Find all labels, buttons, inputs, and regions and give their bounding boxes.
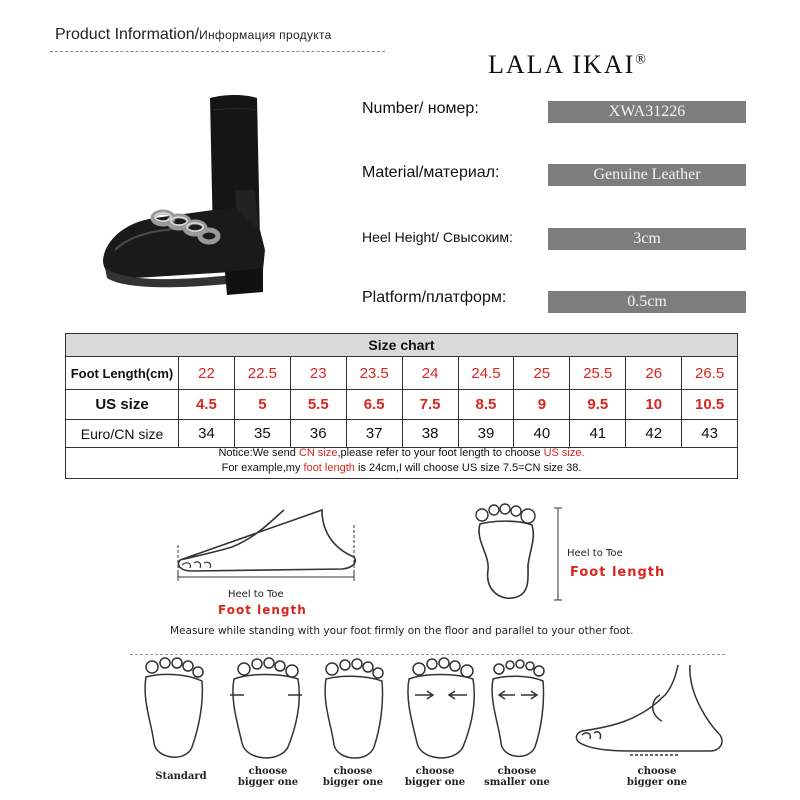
spec-material-label: Material/материал:	[362, 164, 500, 181]
euro-size-label: Euro/CN size	[66, 420, 179, 447]
sole-foot-length-label: Foot length	[570, 565, 666, 580]
spec-heel-label: Heel Height/ Свысоким:	[362, 229, 513, 245]
spec-number-value: XWA31226	[548, 101, 746, 123]
foot-length-cells	[179, 357, 737, 389]
notice-text: For example,my	[221, 462, 304, 474]
notice-highlight: CN size	[298, 447, 338, 459]
notice-text: Notice:We send	[218, 447, 299, 459]
spec-number-label: Number/ номер:	[362, 100, 479, 117]
foot-type-high-instep	[325, 659, 383, 758]
notice-text: ,please refer to your foot length to choose	[337, 447, 544, 459]
foot-caption-line2: smaller one	[484, 777, 550, 788]
foot-caption-line1: choose	[497, 766, 537, 777]
foot-caption-5	[477, 766, 557, 788]
euro-size-cell: 35	[235, 420, 291, 447]
us-size-cell: 6.5	[347, 390, 403, 419]
euro-size-cell: 34	[179, 420, 235, 447]
foot-caption-2	[228, 766, 308, 788]
notice-text: is 24cm,I will choose US size 7.5=CN size 38.	[354, 462, 582, 474]
euro-size-cell: 42	[626, 420, 682, 447]
brand-name: LALA IKAI	[488, 50, 636, 79]
foot-length-cell: 23	[291, 357, 347, 389]
foot-length-cell: 26.5	[695, 364, 725, 382]
spec-platform-label: Platform/платформ:	[362, 289, 507, 306]
size-chart-title: Size chart	[66, 334, 737, 357]
product-boot-image	[95, 90, 350, 305]
foot-type-narrow	[492, 660, 544, 756]
notice-highlight: US size.	[543, 447, 585, 459]
foot-caption-line2: bigger one	[404, 777, 466, 788]
foot-length-cell: 23.5	[347, 357, 403, 389]
spec-heel-value: 3cm	[548, 228, 746, 250]
us-size-cells	[179, 390, 737, 419]
foot-caption-line1: choose	[333, 766, 373, 777]
foot-length-cell: 24	[403, 357, 459, 389]
foot-caption-4	[395, 766, 475, 788]
foot-length-cell: 25.5	[570, 357, 626, 389]
foot-length-label: Foot Length(cm)	[66, 357, 179, 389]
page-title-ru: Информация продукта	[199, 28, 332, 42]
notice-line-1	[66, 446, 737, 461]
notice-highlight: foot length	[303, 462, 355, 474]
euro-size-cell: 38	[403, 420, 459, 447]
us-size-cell: 10	[626, 390, 682, 419]
side-foot-length-label: Foot length	[218, 603, 307, 617]
us-size-cell: 4.5	[179, 390, 235, 419]
size-chart-table	[65, 333, 738, 479]
foot-length-cell: 25	[514, 357, 570, 389]
page-title	[55, 26, 332, 44]
foot-caption-line1: choose	[248, 766, 288, 777]
header-divider	[50, 51, 385, 52]
spec-platform-value: 0.5cm	[548, 291, 746, 313]
foot-type-wide	[230, 658, 302, 758]
foot-caption-line2: bigger one	[626, 777, 688, 788]
us-size-cell: 7.5	[403, 390, 459, 419]
brand-logo	[488, 50, 646, 80]
euro-size-row	[66, 420, 737, 448]
euro-size-cells	[179, 420, 737, 447]
euro-size-cell: 43	[701, 425, 718, 442]
us-size-label: US size	[66, 390, 179, 419]
foot-length-cell: 22.5	[235, 357, 291, 389]
euro-size-cell: 40	[514, 420, 570, 447]
foot-length-cell: 24.5	[459, 357, 515, 389]
page-title-en: Product Information/	[55, 26, 200, 43]
us-size-cell: 10.5	[695, 396, 725, 413]
foot-caption-line2: bigger one	[237, 777, 299, 788]
foot-caption-3	[313, 766, 393, 788]
euro-size-cell: 39	[459, 420, 515, 447]
side-heel-to-toe-label: Heel to Toe	[228, 589, 284, 600]
foot-types-diagram	[130, 655, 730, 767]
foot-length-row	[66, 357, 737, 390]
foot-sole-view-diagram	[470, 500, 570, 605]
us-size-cell: 5.5	[291, 390, 347, 419]
foot-type-wide-arrows	[408, 658, 474, 758]
sole-heel-to-toe-label: Heel to Toe	[567, 548, 623, 559]
foot-caption-6	[617, 766, 697, 788]
measure-instruction: Measure while standing with your foot firmly on the floor and parallel to your other foot.	[170, 625, 634, 637]
foot-length-cell: 26	[626, 357, 682, 389]
foot-side-view-diagram	[172, 505, 367, 585]
euro-size-cell: 41	[570, 420, 626, 447]
foot-caption-line1: choose	[637, 766, 677, 777]
foot-caption-1	[141, 771, 221, 782]
foot-type-standard	[145, 658, 203, 757]
notice-line-2	[66, 461, 737, 476]
foot-caption-line2: bigger one	[322, 777, 384, 788]
foot-caption-line1: Standard	[155, 771, 207, 782]
size-notice	[66, 446, 737, 476]
foot-type-high-arch	[576, 665, 722, 755]
euro-size-cell: 37	[347, 420, 403, 447]
foot-caption-line1: choose	[415, 766, 455, 777]
spec-material-value: Genuine Leather	[548, 164, 746, 186]
us-size-cell: 8.5	[459, 390, 515, 419]
us-size-row	[66, 390, 737, 420]
euro-size-cell: 36	[291, 420, 347, 447]
us-size-cell: 9.5	[570, 390, 626, 419]
us-size-cell: 5	[235, 390, 291, 419]
foot-length-cell: 22	[179, 357, 235, 389]
registered-mark: ®	[635, 52, 646, 68]
us-size-cell: 9	[514, 390, 570, 419]
